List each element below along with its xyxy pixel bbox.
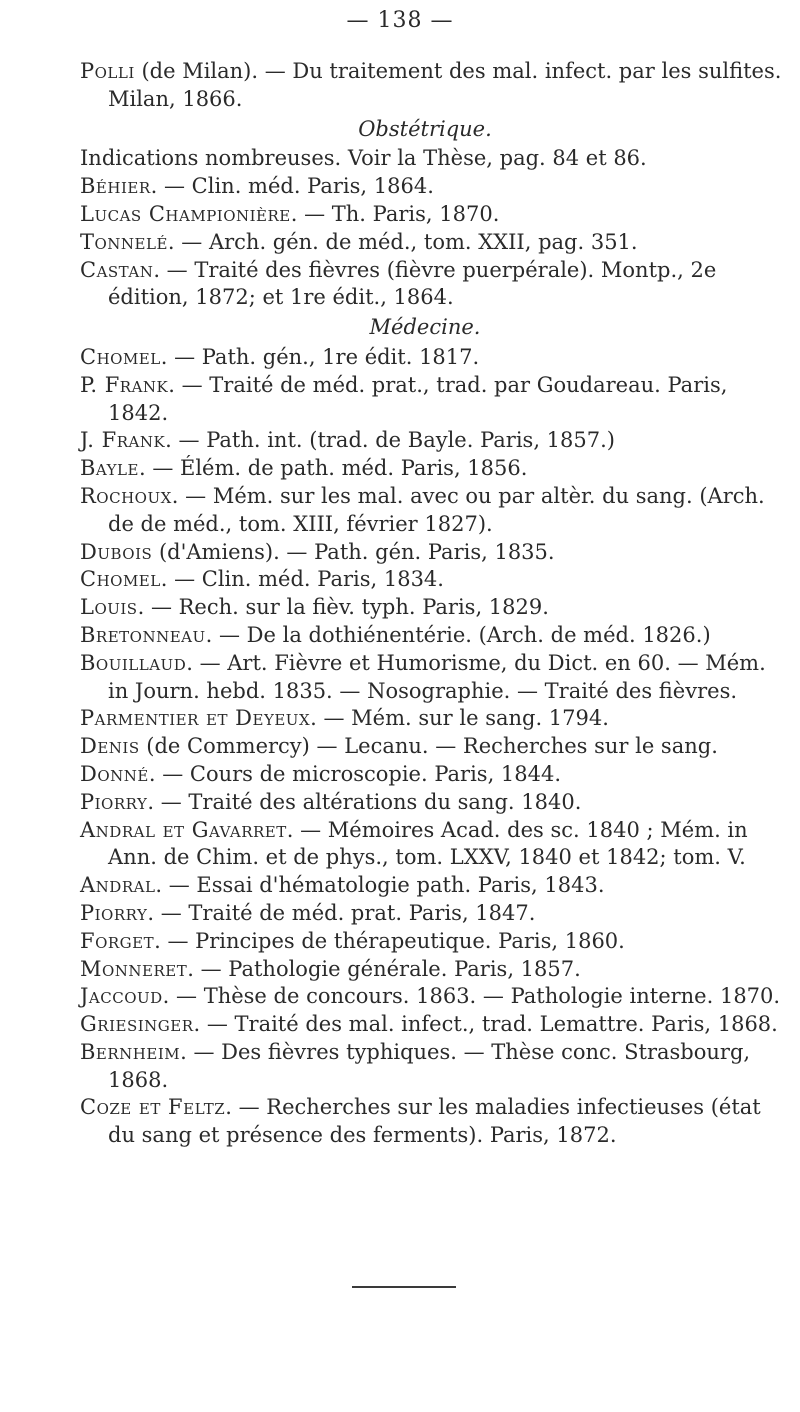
entry-author: Dubois: [80, 539, 153, 564]
entry-author: Andral et Gavarret: [80, 817, 287, 842]
entry-text: . — Traité des altérations du sang. 1840.: [147, 789, 582, 814]
entry-author: Donné: [80, 761, 149, 786]
bibliography-entry: [80, 622, 790, 650]
entry-author: Piorry: [80, 900, 148, 925]
bibliography-entry: [80, 650, 790, 706]
entry-text: . — Essai d'hématologie path. Paris, 1843.: [155, 873, 605, 898]
entry-author: Chomel: [80, 344, 161, 369]
entry-text: . — Traité de méd. prat. Paris, 1847.: [147, 900, 536, 925]
page-number: — 138 —: [346, 8, 454, 33]
entry-author: Jaccoud: [80, 984, 163, 1009]
entry-text: . — Recherches sur les maladies infectieuses (état du sang et présence des ferments). Paris, 1872.: [108, 1095, 761, 1148]
entry-author: Bouillaud: [80, 650, 187, 675]
bibliography-entry: [80, 872, 790, 900]
bibliography-entry: [80, 229, 790, 257]
entry-text: . — Thèse de concours. 1863. — Pathologie interne. 1870.: [162, 984, 781, 1009]
entry-author: Coze et Feltz: [80, 1095, 226, 1120]
entry-text: . — Principes de thérapeutique. Paris, 1860.: [154, 928, 625, 953]
bibliography-entry: [80, 1039, 790, 1095]
entry-text: . — Clin. méd. Paris, 1834.: [160, 567, 444, 592]
entry-author: Polli: [80, 59, 135, 83]
bibliography-entry: [80, 455, 790, 483]
bibliography-entry: [80, 733, 790, 761]
entry-author: Louis: [80, 595, 138, 620]
entry-text: . — Cours de microscopie. Paris, 1844.: [148, 761, 562, 786]
entry-text: (d'Amiens). — Path. gén. Paris, 1835.: [152, 539, 555, 564]
entry-text: . — Arch. gén. de méd., tom. XXII, pag. 351.: [167, 229, 638, 254]
entry-text: . — Mém. sur les mal. avec ou par altèr. du sang. (Arch. de de méd., tom. XIII, février 1827).: [108, 483, 765, 536]
entry-text: . — Des fièvres typhiques. — Thèse conc. Strasbourg, 1868.: [108, 1039, 751, 1092]
entry-author: Chomel: [80, 567, 161, 592]
bibliography-entry: [80, 566, 790, 594]
entry-author: J. Frank: [80, 428, 166, 453]
bibliography-entry: [80, 427, 790, 455]
bibliography-entry: [80, 594, 790, 622]
bibliography-entry: [80, 983, 790, 1011]
entry-author: Castan: [80, 257, 154, 282]
bibliography-entry: [80, 900, 790, 928]
entry-text: (de Commercy) — Lecanu. — Recherches sur le sang.: [139, 734, 718, 759]
entry-text: (de Milan). — Du traitement des mal. infect. par les sulfites. Milan, 1866.: [108, 59, 782, 111]
entry-author: Tonnelé: [80, 229, 168, 254]
entry-author: Bernheim: [80, 1039, 181, 1064]
entry-text: . — Rech. sur la fièv. typh. Paris, 1829.: [137, 595, 549, 620]
entry-text: . — Élém. de path. méd. Paris, 1856.: [138, 456, 528, 481]
entry-author: Rochoux: [80, 483, 172, 508]
entry-author: Bretonneau: [80, 622, 206, 647]
closing-rule: [352, 1286, 456, 1288]
bibliography-entry: [80, 173, 790, 201]
entry-text: . — Traité de méd. prat., trad. par Goudareau. Paris, 1842.: [108, 372, 728, 425]
entry-text: . — Art. Fièvre et Humorisme, du Dict. en 60. — Mém. in Journ. hebd. 1835. — Nosographie. — Traité des fièvres.: [108, 650, 766, 703]
entry-author: Denis: [80, 734, 140, 759]
entry-text: . — Path. int. (trad. de Bayle. Paris, 1857.): [165, 428, 615, 453]
bibliography-entry: [80, 928, 790, 956]
bibliography-entry: [80, 761, 790, 789]
bibliography-entry: [80, 145, 790, 173]
bibliography-entry: [80, 344, 790, 372]
entry-author: Monneret: [80, 956, 188, 981]
bibliography-entry: [80, 372, 790, 428]
bibliography-entry: [80, 705, 790, 733]
bibliography-entry: [80, 956, 790, 984]
entry-author: Parmentier et Deyeux: [80, 706, 311, 731]
bibliography-list: [80, 58, 790, 1150]
bibliography-entry: [80, 58, 790, 114]
entry-text: . — Path. gén., 1re édit. 1817.: [160, 344, 480, 369]
bibliography-entry: [80, 1094, 790, 1150]
entry-author: Andral: [80, 873, 156, 898]
entry-text: . — Clin. méd. Paris, 1864.: [150, 174, 434, 199]
section-heading: Médecine.: [369, 315, 481, 340]
entry-text: . — Th. Paris, 1870.: [290, 201, 500, 226]
bibliography-entry: [80, 257, 790, 313]
entry-author: Béhier: [80, 174, 151, 199]
entry-author: P. Frank: [80, 372, 169, 397]
bibliography-entry: [80, 817, 790, 873]
bibliography-entry: [80, 483, 790, 539]
entry-author: Lucas Championière: [80, 201, 291, 226]
bibliography-entry: [80, 789, 790, 817]
bibliography-entry: [80, 1011, 790, 1039]
entry-text: . — Mém. sur le sang. 1794.: [310, 706, 609, 731]
entry-author: Forget: [80, 928, 155, 953]
bibliography-entry: [80, 201, 790, 229]
entry-author: Griesinger: [80, 1012, 194, 1037]
entry-text: . — Traité des mal. infect., trad. Lemattre. Paris, 1868.: [193, 1012, 778, 1037]
entry-author: Bayle: [80, 456, 139, 481]
entry-text: . — Mémoires Acad. des sc. 1840 ; Mém. in Ann. de Chim. et de phys., tom. LXXV, 1840 et 1842; tom. V.: [108, 817, 748, 870]
entry-text: Indications nombreuses. Voir la Thèse, pag. 84 et 86.: [80, 146, 647, 171]
entry-text: . — Traité des fièvres (fièvre puerpérale). Montp., 2e édition, 1872; et 1re édit., 1864.: [108, 257, 717, 310]
entry-text: . — Pathologie générale. Paris, 1857.: [187, 956, 581, 981]
bibliography-entry: [80, 539, 790, 567]
entry-text: . — De la dothiénentérie. (Arch. de méd. 1826.): [205, 622, 711, 647]
section-heading: Obstétrique.: [358, 116, 492, 141]
entry-author: Piorry: [80, 789, 148, 814]
